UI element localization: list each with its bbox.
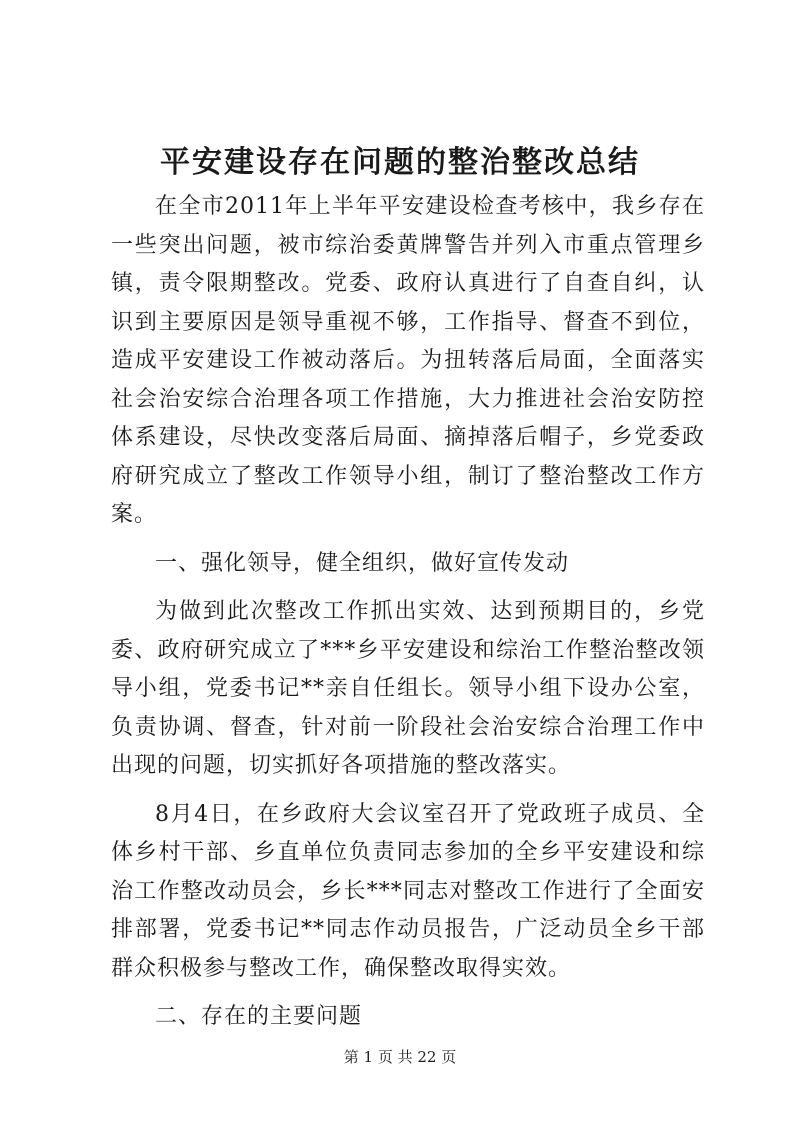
paragraph-mobilization: 8月4日，在乡政府大会议室召开了党政班子成员、全体乡村干部、乡直单位负责同志参加的全乡平安建设和综治工作整改动员会，乡长***同志对整改工作进行了全面安排部署，党委书记**同志作动员报告，广泛动员全乡干部群众积极参与整改工作，确保整改取得实效。 — [111, 801, 705, 981]
page-number: 第 1 页 共 22 页 — [343, 1048, 457, 1066]
paragraph-intro: 在全市2011年上半年平安建设检查考核中，我乡存在一些突出问题，被市综治委黄牌警告并列入市重点管理乡镇，责令限期整改。党委、政府认真进行了自查自纠，认识到主要原因是领导重视不够，工作指导、督查不到位，造成平安建设工作被动落后。为扭转落后局面，全面落实社会治安综合治理各项工作措施，大力推进社会治安防控体系建设，尽快改变落后局面、摘掉落后帽子，乡党委政府研究成立了整改工作领导小组，制订了整治整改工作方案。 — [111, 194, 705, 527]
document-title: 平安建设存在问题的整治整改总结 — [160, 145, 640, 180]
section-heading-1: 一、强化领导，健全组织，做好宣传发动 — [155, 550, 570, 576]
document-body — [111, 188, 705, 1037]
section-heading-2: 二、存在的主要问题 — [155, 1004, 363, 1029]
paragraph-leadership: 为做到此次整改工作抓出实效、达到预期目的，乡党委、政府研究成立了***乡平安建设和综治工作整治整改领导小组，党委书记**亲自任组长。领导小组下设办公室，负责协调、督查，针对前一阶段社会治安综合治理工作中出现的问题，切实抓好各项措施的整改落实。 — [111, 599, 705, 778]
